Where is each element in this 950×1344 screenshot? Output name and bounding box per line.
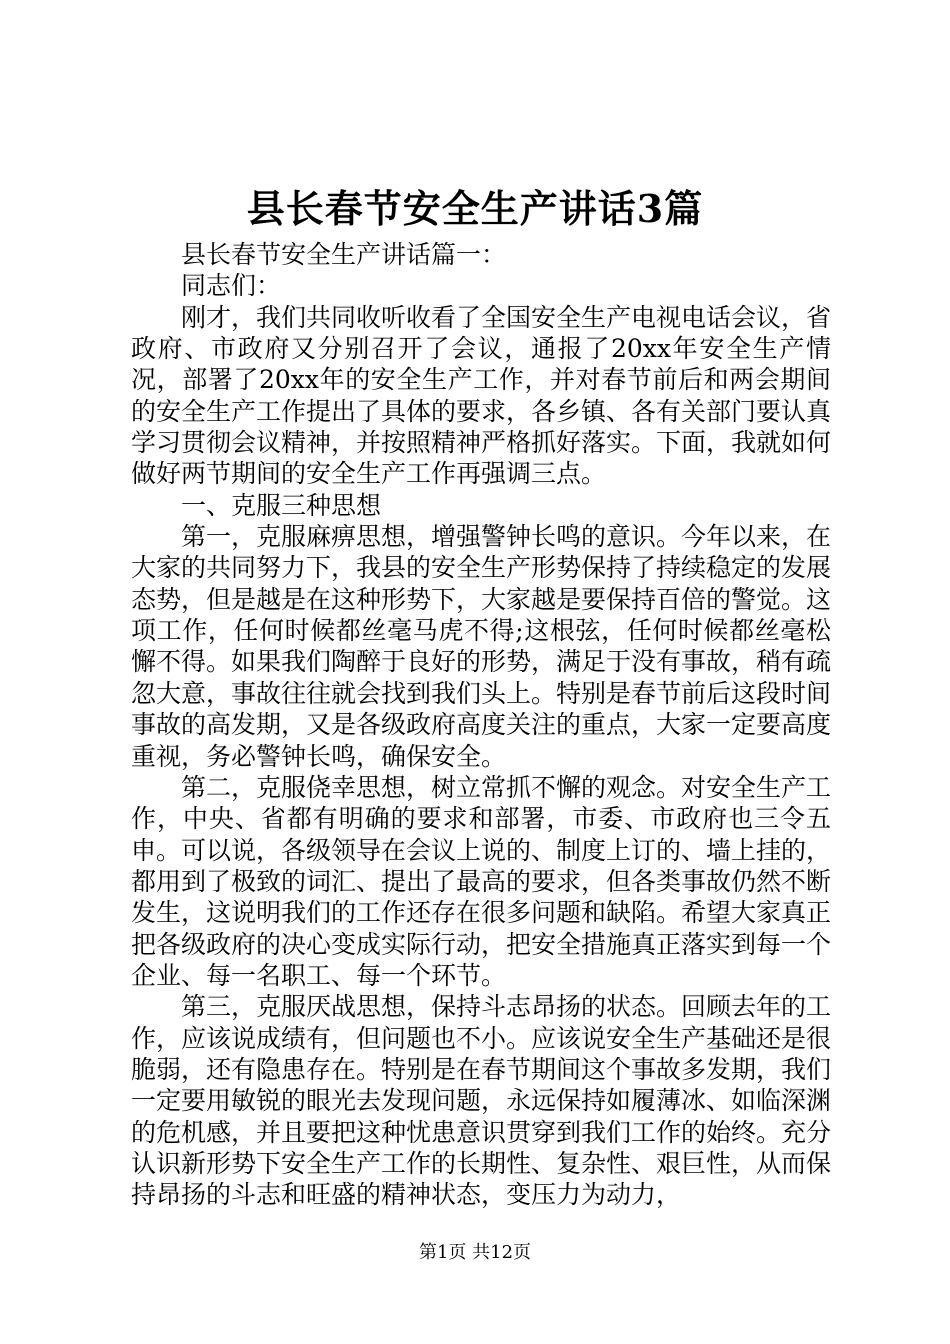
subheading-three-thoughts: 一、克服三种思想 xyxy=(181,490,382,520)
page-indicator: 第1页 共12页 xyxy=(418,1242,532,1263)
paragraph-point-one: 第一，克服麻痹思想，增强警钟长鸣的意识。今年以来，在大家的共同努力下，我县的安全生产形势保持了持续稳定的发展态势，但是越是在这种形势下，大家越是要保持百倍的警觉。这项工作，任何时候都丝毫马虎不得;这根弦，任何时候都丝毫松懈不得。如果我们陶醉于良好的形势，满足于没有事故，稍有疏忽大意，事故往往就会找到我们头上。特别是春节前后这段时间事故的高发期，又是各级政府高度关注的重点，大家一定要高度重视，务必警钟长鸣，确保安全。 xyxy=(131,522,832,771)
paragraph-intro: 刚才，我们共同收听收看了全国安全生产电视电话会议，省政府、市政府又分别召开了会议，通报了20xx年安全生产情况，部署了20xx年的安全生产工作，并对春节前后和两会期间的安全生产工作提出了具体的要求，各乡镇、各有关部门要认真学习贯彻会议精神，并按照精神严格抓好落实。下面，我就如何做好两节期间的安全生产工作再强调三点。 xyxy=(131,302,832,489)
document-body xyxy=(131,239,831,1211)
salutation: 同志们： xyxy=(181,271,282,301)
section-heading-part-one: 县长春节安全生产讲话篇一： xyxy=(181,240,507,269)
document-title: 县长春节安全生产讲话3篇 xyxy=(246,186,704,231)
paragraph-point-two: 第二，克服侥幸思想，树立常抓不懈的观念。对安全生产工作，中央、省都有明确的要求和部署，市委、市政府也三令五申。可以说，各级领导在会议上说的、制度上订的、墙上挂的，都用到了极致的词汇、提出了最高的要求，但各类事故仍然不断发生，这说明我们的工作还存在很多问题和缺陷。希望大家真正把各级政府的决心变成实际行动，把安全措施真正落实到每一个企业、每一名职工、每一个环节。 xyxy=(131,772,832,990)
page-footer xyxy=(0,1240,950,1266)
paragraph-point-three: 第三，克服厌战思想，保持斗志昂扬的状态。回顾去年的工作，应该说成绩有，但问题也不小。应该说安全生产基础还是很脆弱，还有隐患存在。特别是在春节期间这个事故多发期，我们一定要用敏锐的眼光去发现问题，永远保持如履薄冰、如临深渊的危机感，并且要把这种忧患意识贯穿到我们工作的始终。充分认识新形势下安全生产工作的长期性、复杂性、艰巨性，从而保持昂扬的斗志和旺盛的精神状态，变压力为动力， xyxy=(131,992,832,1210)
